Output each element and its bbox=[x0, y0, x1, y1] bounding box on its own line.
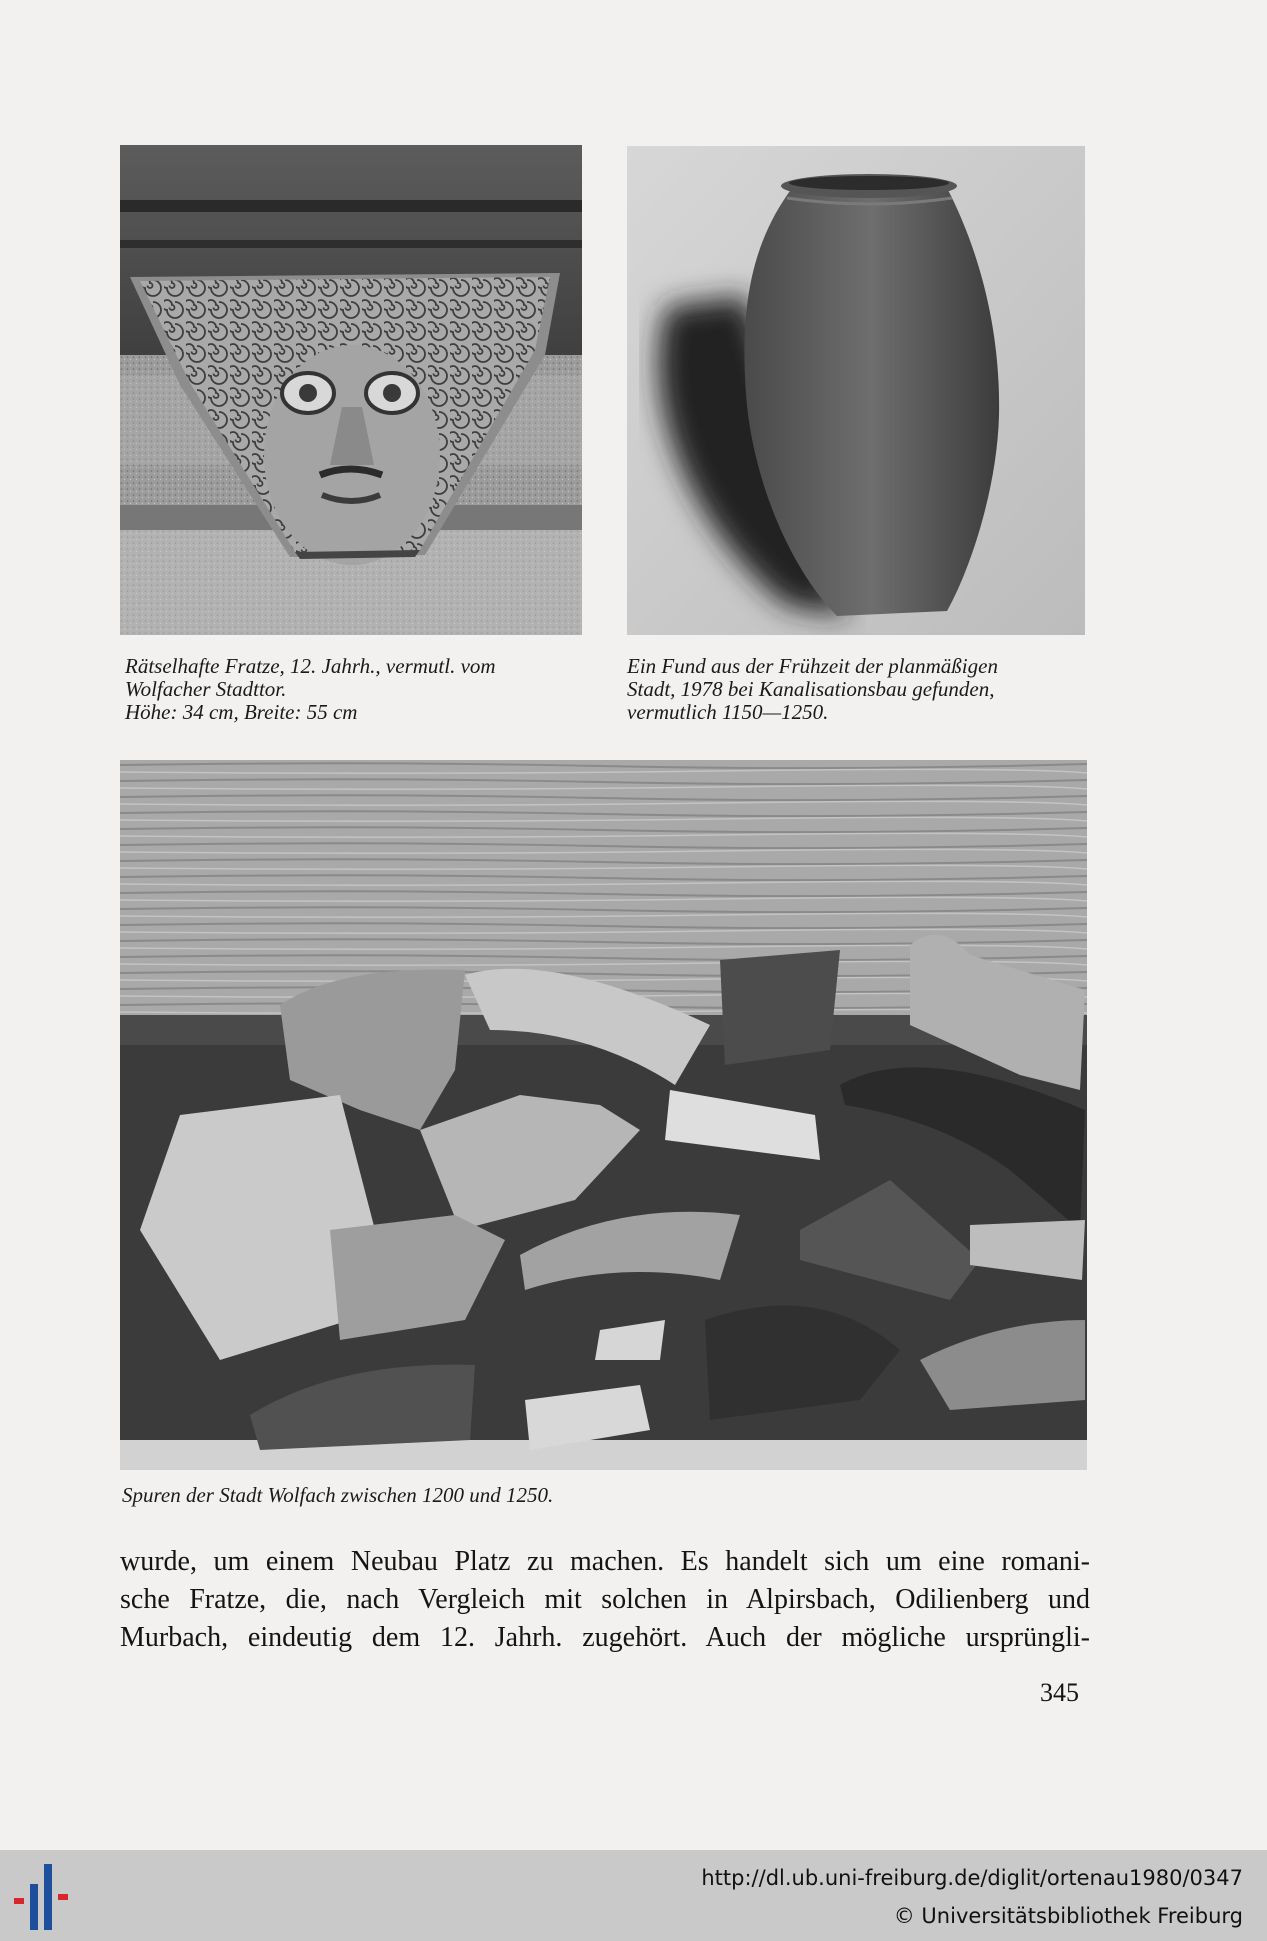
body-paragraph bbox=[120, 1543, 1090, 1657]
photo-stone-face bbox=[120, 145, 582, 635]
page-number: 345 bbox=[1040, 1678, 1079, 1707]
photo-clay-pot bbox=[627, 146, 1085, 635]
copyright-text: © Universitätsbibliothek Freiburg bbox=[893, 1904, 1243, 1928]
caption-clay-pot: Ein Fund aus der Frühzeit der planmäßigen Stadt, 1978 bei Kanalisationsbau gefunden, vermutlich 1150—1250. bbox=[627, 654, 998, 724]
source-link[interactable]: http://dl.ub.uni-freiburg.de/diglit/ortenau1980/0347 bbox=[701, 1866, 1243, 1890]
body-line: wurde, um einem Neubau Platz zu machen. Es handelt sich um eine romani- bbox=[120, 1546, 1090, 1577]
body-line: Murbach, eindeutig dem 12. Jahrh. zugehört. Auch der mögliche ursprüngli- bbox=[120, 1622, 1090, 1653]
photo-pottery-shards bbox=[120, 760, 1087, 1470]
library-footer bbox=[0, 1850, 1267, 1941]
caption-pottery-shards: Spuren der Stadt Wolfach zwischen 1200 und 1250. bbox=[122, 1483, 554, 1507]
caption-stone-face: Rätselhafte Fratze, 12. Jahrh., vermutl. vom Wolfacher Stadttor. Höhe: 34 cm, Breite: 55 cm bbox=[125, 654, 496, 724]
body-line: sche Fratze, die, nach Vergleich mit solchen in Alpirsbach, Odilienberg und bbox=[120, 1584, 1090, 1615]
library-logo-icon bbox=[14, 1864, 84, 1930]
